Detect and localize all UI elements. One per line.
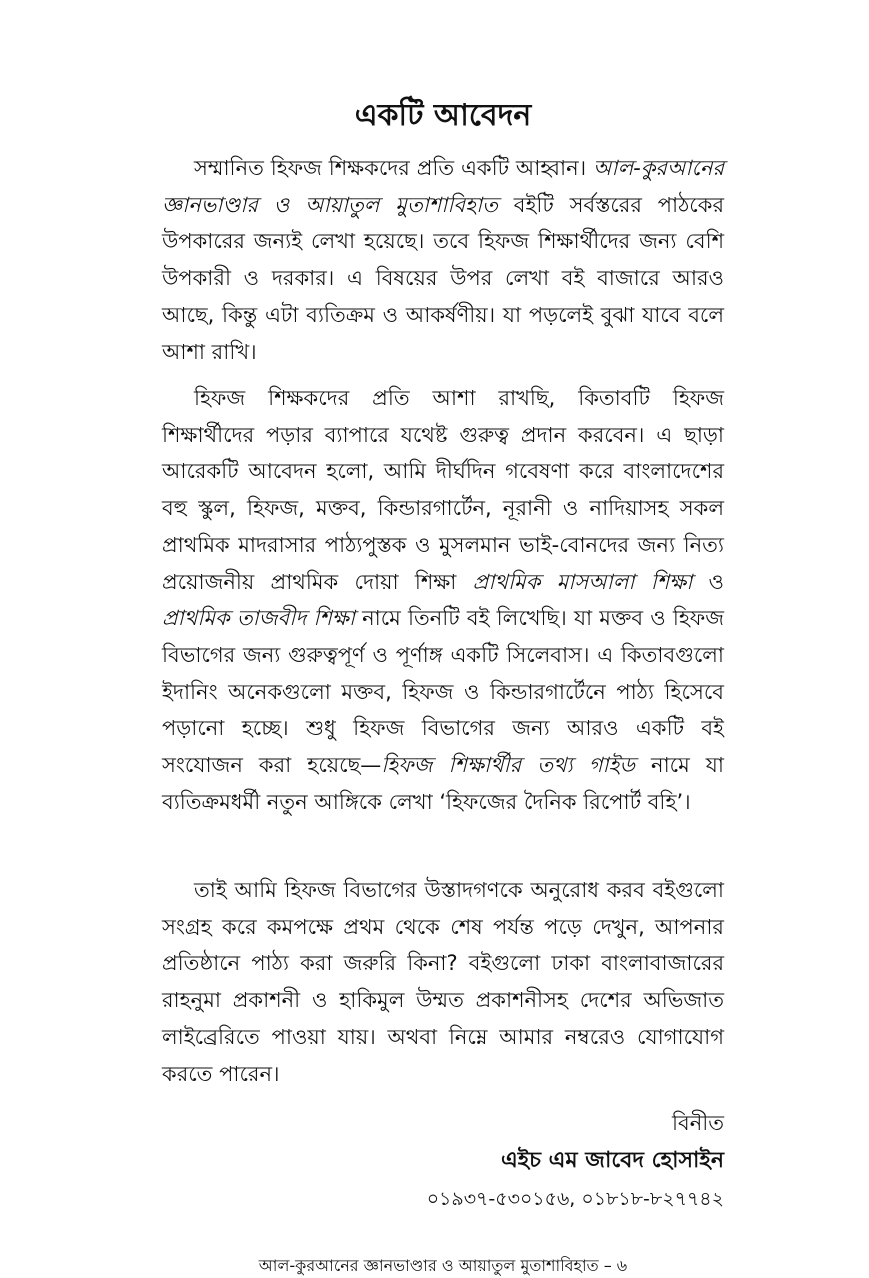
paragraph-1 bbox=[162, 150, 724, 370]
contact-phones: ০১৯৩৭-৫৩০১৫৬, ০১৮১৮-৮২৭৭৪২ bbox=[426, 1188, 724, 1210]
signoff-block bbox=[162, 1104, 724, 1218]
paragraph-1-text-b: বইটি সর্বস্তরের পাঠকের উপকারের জন্যই লেখা হয়েছে। তবে হিফজ শিক্ষার্থীদের জন্য বেশি উপকারী ও দরকার। এ বিষয়ের উপর লেখা বই বাজারে আরও আছে, কিন্তু এটা ব্যতিক্রম ও আকর্ষণীয়। যা পড়লেই বুঝা যাবে বলে আশা রাখি। bbox=[162, 192, 724, 364]
document-page bbox=[162, 0, 724, 1273]
paragraph-2-text-b: নামে তিনটি বই লিখেছি। যা মক্তব ও হিফজ বিভাগের জন্য গুরুত্বপূর্ণ ও পূর্ণাঙ্গ একটি সিলেবাস। এ কিতাবগুলো ইদানিং অনেকগুলো মক্তব, হিফজ ও কিন্ডারগার্টেনে পাঠ্য হিসেবে পড়ানো হচ্ছে। শুধু হিফজ বিভাগের জন্য আরও একটি বই সংযোজন করা হয়েছে— bbox=[162, 606, 724, 778]
paragraph-1-text-a: সম্মানিত হিফজ শিক্ষকদের প্রতি একটি আহ্বান। bbox=[194, 156, 594, 180]
paragraph-2-text-a: হিফজ শিক্ষকদের প্রতি আশা রাখছি, কিতাবটি হিফজ শিক্ষার্থীদের পড়ার ব্যাপারে যথেষ্ট গুরুত্ব প্রদান করবেন। এ ছাড়া আরেকটি আবেদন হলো, আমি দীর্ঘদিন গবেষণা করে বাংলাদেশের বহু স্কুল, হিফজ, মক্তব, কিন্ডারগার্টেন, নূরানী ও নাদিয়াসহ সকল প্রাথমিক মাদরাসার পাঠ্যপুস্তক ও মুসলমান ভাই-বোনদের জন্য নিত্য প্রয়োজনীয় প্রাথমিক দোয়া শিক্ষা bbox=[162, 386, 724, 594]
book-title-quran-treasury: আল-কুরআনের জ্ঞানভাণ্ডার ও আয়াতুল মুতাশাবিহাত bbox=[162, 156, 724, 217]
page-footer: আল-কুরআনের জ্ঞানভাণ্ডার ও আয়াতুল মুতাশাবিহাত – ৬ bbox=[258, 1256, 628, 1275]
book-title-masala: প্রাথমিক মাসআলা শিক্ষা bbox=[472, 569, 693, 594]
closing-word: বিনীত bbox=[672, 1111, 724, 1135]
page-title: একটি আবেদন bbox=[354, 98, 532, 133]
book-title-hifz-guide: হিফজ শিক্ষার্থীর তথ্য গাইড bbox=[381, 753, 635, 778]
author-name: এইচ এম জাবেদ হোসাইন bbox=[500, 1148, 724, 1173]
paragraph-3: তাই আমি হিফজ বিভাগের উস্তাদগণকে অনুরোধ করব বইগুলো সংগ্রহ করে কমপক্ষে প্রথম থেকে শেষ পর্যন্ত পড়ে দেখুন, আপনার প্রতিষ্ঠানে পাঠ্য করা জরুরি কিনা? বইগুলো ঢাকা বাংলাবাজারের রাহনুমা প্রকাশনী ও হাকিমুল উম্মত প্রকাশনীসহ দেশের অভিজাত লাইব্রেরিতে পাওয়া যায়। অথবা নিম্নে আমার নম্বরেও যোগাযোগ করতে পারেন। bbox=[162, 878, 724, 1086]
paragraph-2-text-c: নামে যা ব্যতিক্রমধর্মী নতুন আঙ্গিকে লেখা ‘হিফজের দৈনিক রিপোর্ট বহি’। bbox=[162, 753, 724, 814]
book-title-tajweed: প্রাথমিক তাজবীদ শিক্ষা bbox=[162, 606, 355, 631]
paragraph-2 bbox=[162, 380, 724, 820]
paragraph-2-connector: ও bbox=[692, 569, 724, 594]
